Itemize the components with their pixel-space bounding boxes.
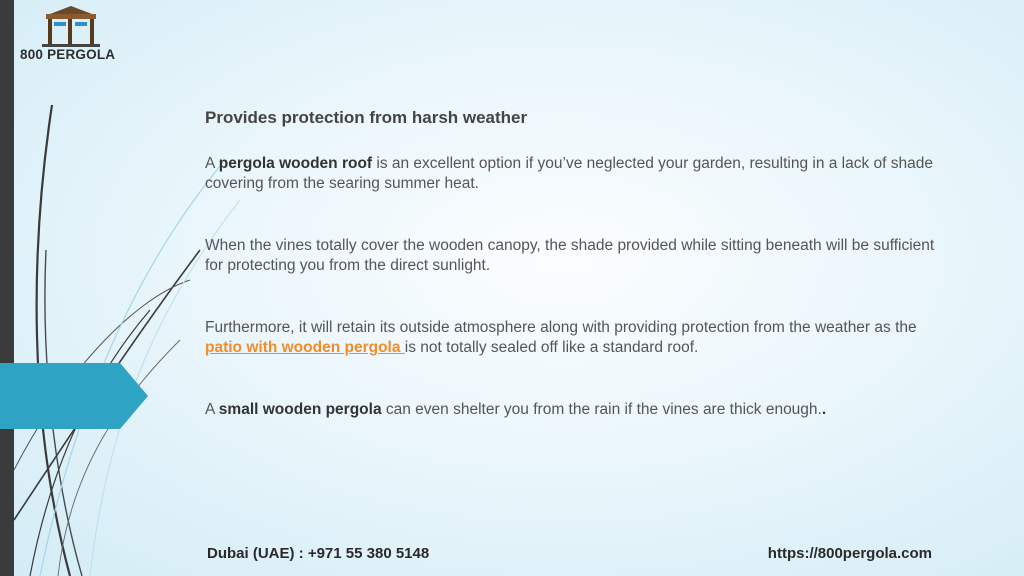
bold-keyword: pergola wooden roof: [218, 155, 373, 172]
paragraph-text: A: [205, 155, 219, 172]
paragraph-text: can even shelter you from the rain if the vines are thick enough.: [381, 401, 822, 418]
trailing-dot: .: [821, 401, 827, 418]
slide-heading: Provides protection from harsh weather: [205, 108, 528, 127]
paragraph-atmosphere: [205, 318, 945, 358]
paragraph-text: Furthermore, it will retain its outside atmosphere along with providing protection from the weather as the: [205, 319, 917, 336]
logo: [20, 4, 122, 66]
teal-arrow-tab: [0, 363, 148, 429]
paragraph-vines-canopy: When the vines totally cover the wooden canopy, the shade provided while sitting beneath will be sufficient for protecting you from the direct sunlight.: [205, 237, 935, 274]
footer-phone: Dubai (UAE) : +971 55 380 5148: [207, 545, 430, 562]
paragraph-text: is not totally sealed off like a standard roof.: [404, 339, 699, 356]
paragraph-text: A: [205, 401, 219, 418]
decorative-swoosh-lines: [0, 0, 240, 576]
bold-keyword: small wooden pergola: [218, 401, 382, 418]
patio-pergola-link[interactable]: patio with wooden pergola: [205, 339, 405, 356]
logo-text: 800 PERGOLA: [20, 47, 116, 62]
slide-content: [205, 108, 945, 420]
paragraph-pergola-roof: [205, 154, 945, 194]
pergola-logo-icon: [20, 4, 122, 48]
footer-url-link[interactable]: https://800pergola.com: [767, 545, 932, 562]
paragraph-rain-shelter: [205, 400, 945, 420]
paragraph-text: is an excellent option if you’ve neglected your garden, resulting in a lack of shade covering from the searing summer heat.: [205, 155, 934, 192]
